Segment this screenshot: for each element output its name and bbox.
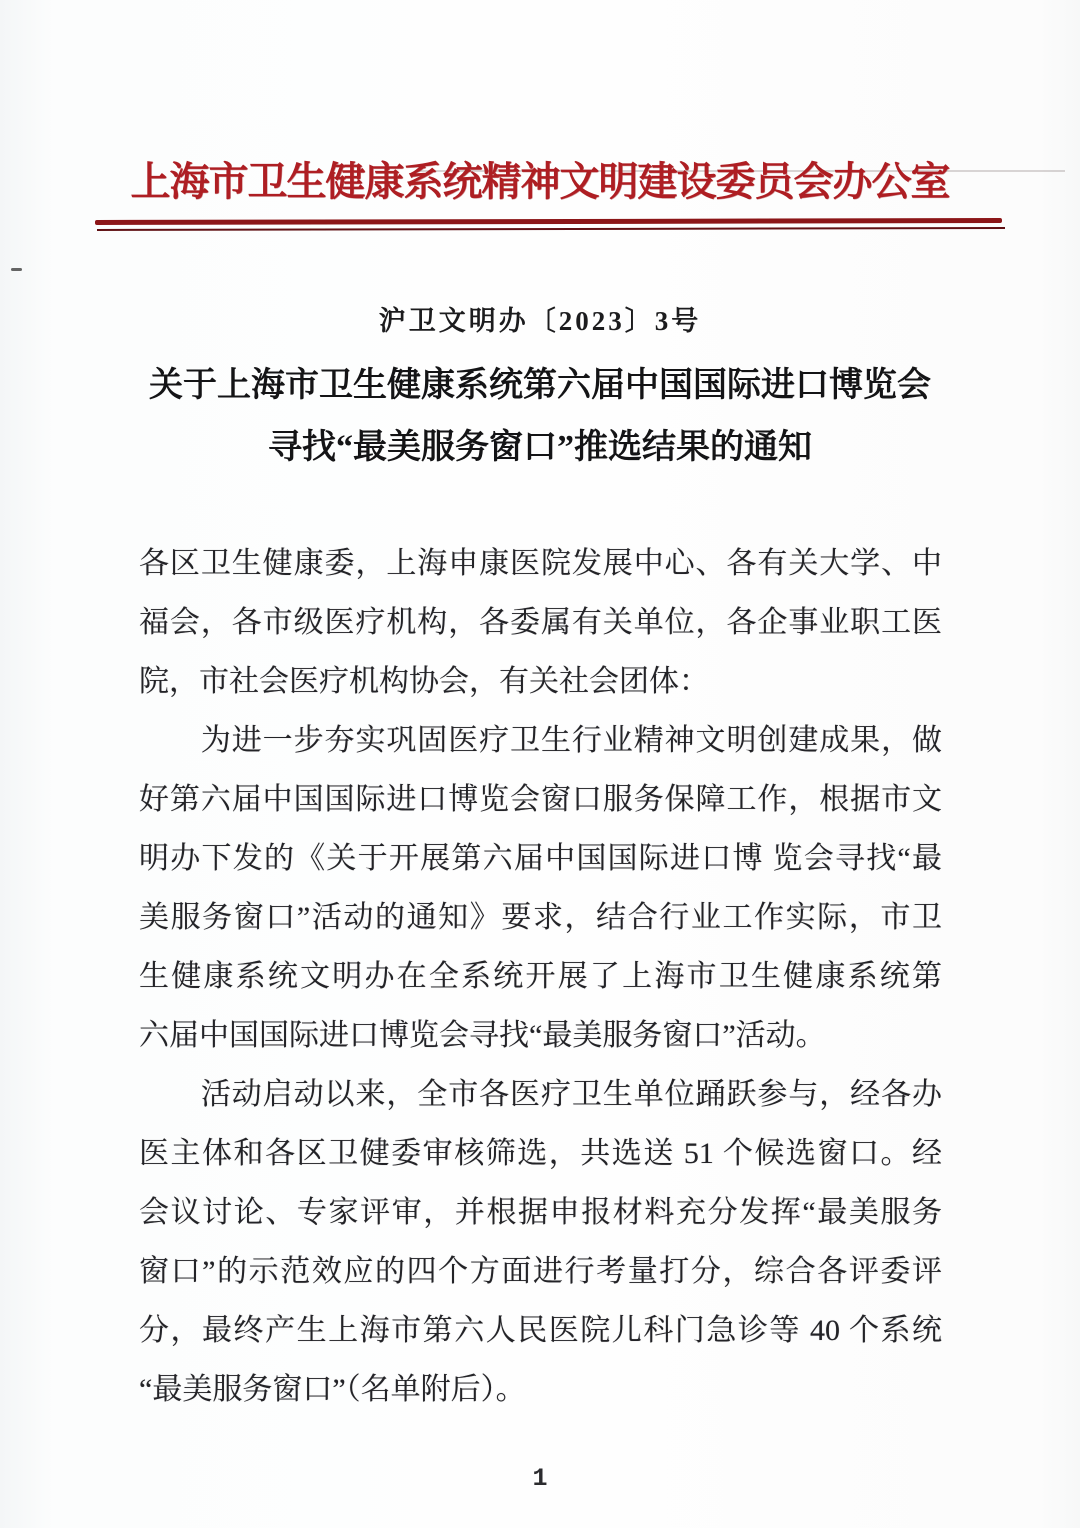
paragraph-addressees	[139, 534, 942, 711]
text-line: 窗口”的示范效应的四个方面进行考量打分，综合各评委评	[139, 1255, 942, 1288]
text-line: 院，市社会医疗机构协会，有关社会团体：	[139, 665, 709, 698]
scan-artifact-dash	[11, 268, 22, 271]
document-title-line-2: 寻找“最美服务窗口”推选结果的通知	[268, 429, 812, 466]
page-number: 1	[532, 1464, 548, 1493]
paragraph-selection-results	[139, 1065, 942, 1419]
letterhead-separator-thick	[95, 218, 1002, 225]
text-line: 医主体和各区卫健委审核筛选，共选送 51 个候选窗口。经	[139, 1137, 942, 1170]
text-line: 六届中国国际进口博览会寻找“最美服务窗口”活动。	[139, 1019, 826, 1052]
document-number: 沪卫文明办〔2023〕3号	[378, 306, 702, 336]
text-line: 会议讨论、专家评审，并根据申报材料充分发挥“最美服务	[139, 1196, 942, 1229]
text-line: 分，最终产生上海市第六人民医院儿科门急诊等 40 个系统	[139, 1314, 942, 1347]
document-title-line-1: 关于上海市卫生健康系统第六届中国国际进口博览会	[149, 367, 931, 404]
text-line: 好第六届中国国际进口博览会窗口服务保障工作，根据市文	[139, 783, 942, 816]
paragraph-activity-background	[139, 711, 942, 1065]
text-line: 明办下发的《关于开展第六届中国国际进口博 览会寻找“最	[139, 842, 942, 875]
document-body	[139, 534, 942, 1419]
text-line: 生健康系统文明办在全系统开展了上海市卫生健康系统第	[139, 960, 942, 993]
text-line: 美服务窗口”活动的通知》要求，结合行业工作实际，市卫	[139, 901, 942, 934]
text-line: 各区卫生健康委，上海申康医院发展中心、各有关大学、中	[139, 547, 942, 580]
letterhead-separator-thin	[97, 227, 1005, 231]
text-line: 为进一步夯实巩固医疗卫生行业精神文明创建成果，做	[139, 724, 942, 757]
letterhead-office-name: 上海市卫生健康系统精神文明建设委员会办公室	[130, 159, 950, 204]
text-line: 福会，各市级医疗机构，各委属有关单位，各企事业职工医	[139, 606, 942, 639]
text-line: 活动启动以来，全市各医疗卫生单位踊跃参与，经各办	[139, 1078, 942, 1111]
text-line: “最美服务窗口”（名单附后）。	[139, 1373, 526, 1406]
document-title	[0, 355, 1080, 479]
